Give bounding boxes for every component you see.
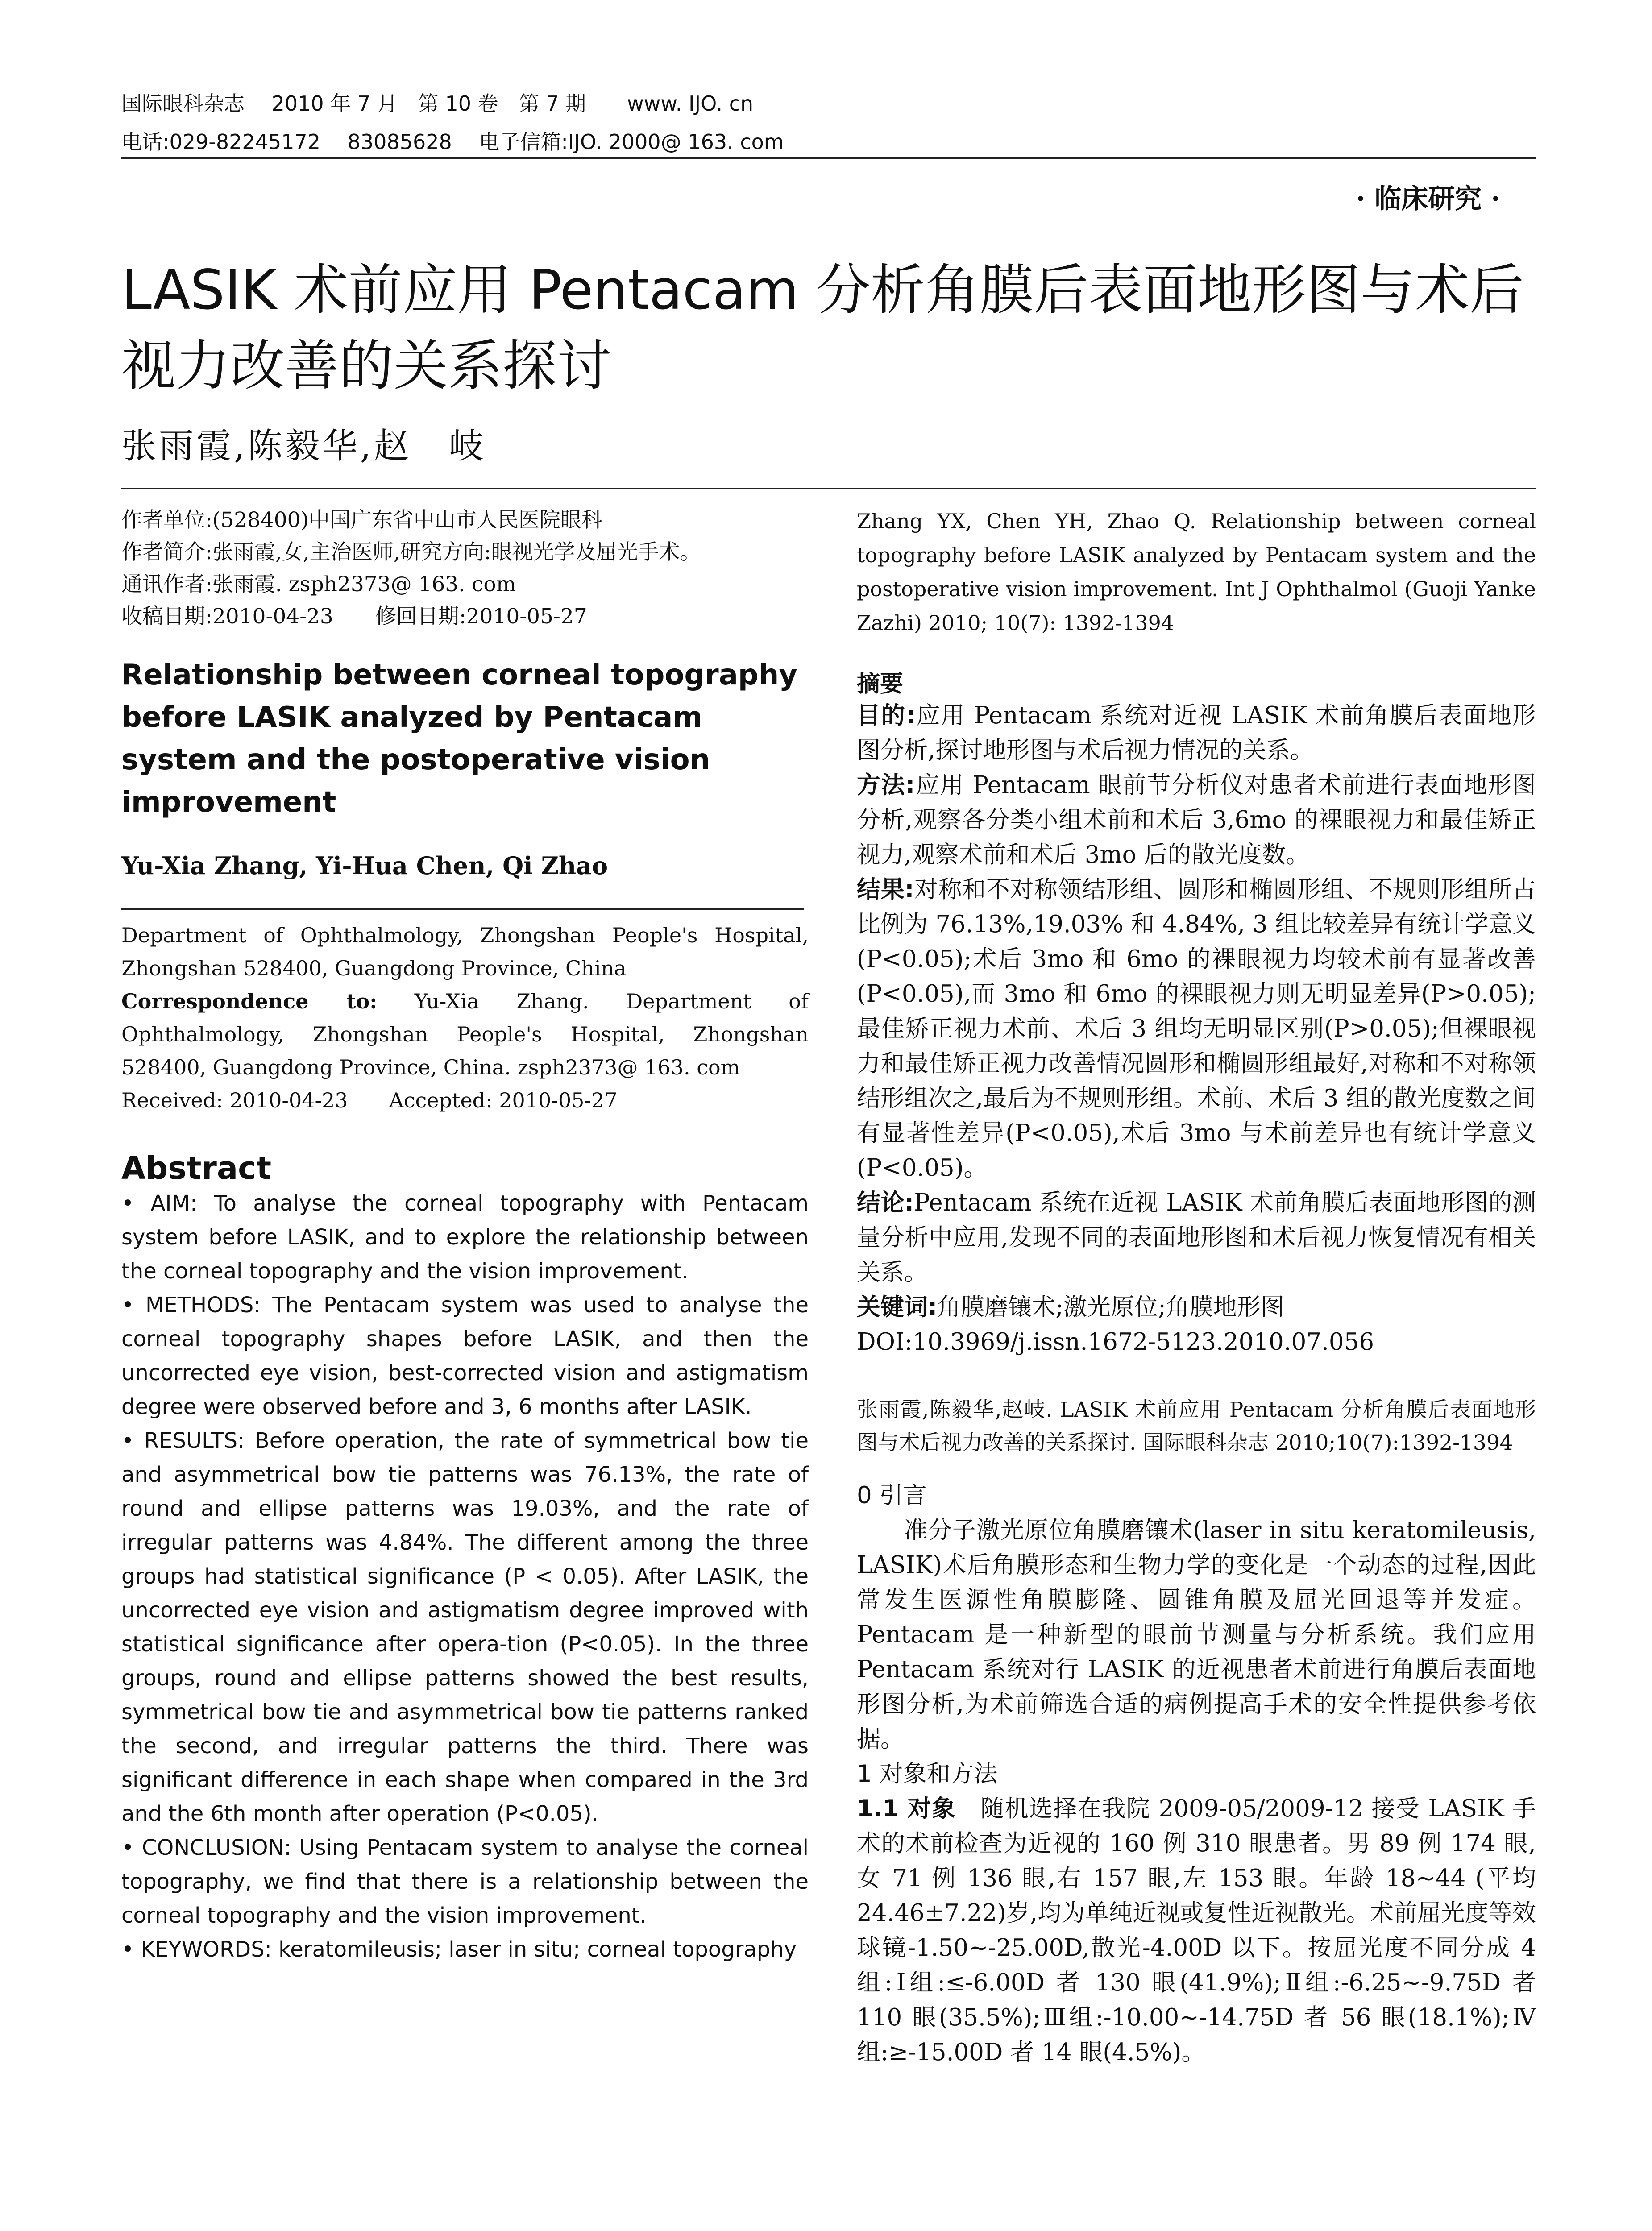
english-authors: Yu-Xia Zhang, Yi-Hua Chen, Qi Zhao [121,851,608,880]
section-heading-introduction: 0 引言 [857,1482,927,1509]
subjects-paragraph [857,1791,1536,2070]
correspondence-info [121,985,809,1084]
chinese-methods [857,768,1536,872]
results-label: 结果: [857,876,914,903]
doi: DOI:10.3969/j.issn.1672-5123.2010.07.056 [857,1328,1374,1356]
conclusion-text: Pentacam 系统在近视 LASIK 术前角膜后表面地形图的测量分析中应用,发现不同的表面地形图和术后视力恢复情况有相关关系。 [857,1189,1536,1286]
author-bio: 作者简介:张雨霞,女,主治医师,研究方向:眼视光学及屈光手术。 [121,540,701,564]
chinese-aim [857,698,1536,768]
results-text: 对称和不对称领结形组、圆形和椭圆形组、不规则形组所占比例为 76.13%,19.03% 和 4.84%, 3 组比较差异有统计学意义(P<0.05);术后 3mo 和 6mo 的裸眼视力均较术前有显著改善(P<0.05),而 3mo 和 6mo 的裸眼视力则无明显差异(P>0.05);最佳矫正视力术前、术后 3 组均无明显区别(P>0.05);但裸眼视力和最佳矫正视力改善情况圆形和椭圆形组最好,对称和不对称领结形组次之,最后为不规则形组。术前、术后 3 组的散光度数之间有显著性差异(P<0.05),术后 3mo 与术前差异也有统计学意义(P<0.05)。 [857,876,1536,1182]
chinese-conclusion [857,1186,1536,1290]
author-affiliation: 作者单位:(528400)中国广东省中山市人民医院眼科 [121,508,602,532]
abstract-results: • RESULTS: Before operation, the rate of symmetrical bow tie and asymmetrical bow tie patterns was 76.13%, the rate of round and ellipse patterns was 19.03%, and the rate of irregular patterns was 4.84%. The different among the three groups had statistical significance (P < 0.05). After LASIK, the uncorrected eye vision and astigmatism degree improved with statistical significance after opera-tion (P<0.05). In the three groups, round and ellipse patterns showed the best results, symmetrical bow tie and asymmetrical bow tie patterns ranked the second, and irregular patterns the third. There was significant difference in each shape when compared in the 3rd and the 6th month after operation (P<0.05). [121,1428,809,1826]
corresponding-author: 通讯作者:张雨霞. zsph2373@ 163. com [121,572,516,597]
received-dates: 收稿日期:2010-04-23 修回日期:2010-05-27 [121,604,587,629]
chinese-citation: 张雨霞,陈毅华,赵岐. LASIK 术前应用 Pentacam 分析角膜后表面地形图与术后视力改善的关系探讨. 国际眼科杂志 2010;10(7):1392-1394 [857,1397,1536,1455]
abstract-keywords: • KEYWORDS: keratomileusis; laser in situ; corneal topography [121,1937,797,1962]
right-column [857,504,1536,2070]
introduction-paragraph: 准分子激光原位角膜磨镶术(laser in situ keratomileusis, LASIK)术后角膜形态和生物力学的变化是一个动态的过程,因此常发生医源性角膜膨隆、圆锥角膜及屈光回退等并发症。Pentacam 是一种新型的眼前节测量与分析系统。我们应用 Pentacam 系统对行 LASIK 的近视患者术前进行角膜后表面地形图分析,为术前筛选合适的病例提高手术的安全性提供参考依据。 [857,1517,1536,1753]
author-list: 张雨霞,陈毅华,赵 岐 [121,426,486,466]
abstract-aim: • AIM: To analyse the corneal topography with Pentacam system before LASIK, and to explore the relationship between the corneal topography and the vision improvement. [121,1191,809,1284]
contact-header-line: 电话:029-82245172 83085628 电子信箱:IJO. 2000@ 163. com [121,130,784,154]
subjects-subheading: 1.1 对象 [857,1795,956,1822]
keywords-text: 角膜磨镶术;激光原位;角膜地形图 [937,1294,1284,1321]
header-rule [121,157,1536,159]
methods-text: 应用 Pentacam 眼前节分析仪对患者术前进行表面地形图分析,观察各分类小组术前和术后 3,6mo 的裸眼视力和最佳矫正视力,观察术前和术后 3mo 后的散光度数。 [857,771,1536,868]
aim-label: 目的: [857,702,916,729]
subjects-text: 随机选择在我院 2009-05/2009-12 接受 LASIK 手术的术前检查为近视的 160 例 310 眼患者。男 89 例 174 眼,女 71 例 136 眼,右 157 眼,左 153 眼。年龄 18~44 (平均 24.46±7.22)岁,均为单纯近视或复性近视散光。术前屈光度等效球镜-1.50~-25.00D,散光-4.00D 以下。按屈光度不同分成 4 组:Ⅰ组:≤-6.00D 者 130 眼(41.9%);Ⅱ组:-6.25~-9.75D 者 110 眼(35.5%);Ⅲ组:-10.00~-14.75D 者 56 眼(18.1%);Ⅳ组:≥-15.00D 者 14 眼(4.5%)。 [857,1795,1536,2066]
english-authors-rule [121,908,804,910]
conclusion-label: 结论: [857,1189,914,1216]
keywords-label: 关键词: [857,1294,938,1321]
abstract-heading: Abstract [121,1150,272,1186]
received-accepted: Received: 2010-04-23 Accepted: 2010-05-27 [121,1088,618,1112]
chinese-abstract-heading: 摘要 [857,671,904,697]
correspondence-label: Correspondence to: [121,989,378,1013]
english-title: Relationship between corneal topography before LASIK analyzed by Pentacam system and the postoperative vision improvement [121,659,797,819]
aim-text: 应用 Pentacam 系统对近视 LASIK 术前角膜后表面地形图分析,探讨地形图与术后视力情况的关系。 [857,702,1536,764]
title-rule [121,488,1536,489]
chinese-results [857,872,1536,1186]
section-tag: · 临床研究 · [1356,183,1500,215]
abstract-methods: • METHODS: The Pentacam system was used to analyse the corneal topography shapes before LASIK, and then the uncorrected eye vision, best-corrected vision and astigmatism degree were observed before and 3, 6 months after LASIK. [121,1293,809,1419]
journal-header-line: 国际眼科杂志 2010 年 7 月 第 10 卷 第 7 期 www. IJO. cn [121,91,754,116]
chinese-keywords [857,1290,1536,1325]
correspondence-text: Yu-Xia Zhang. Department of Ophthalmology, Zhongshan People's Hospital, Zhongshan 528400, Guangdong Province, China. zsph2373@ 163. com [121,989,809,1079]
english-citation: Zhang YX, Chen YH, Zhao Q. Relationship between corneal topography before LASIK analyzed by Pentacam system and the postoperative vision improvement. Int J Ophthalmol (Guoji Yanke Zazhi) 2010; 10(7): 1392-1394 [857,509,1536,635]
department-info: Department of Ophthalmology, Zhongshan People's Hospital, Zhongshan 528400, Guangdong Province, China [121,923,809,980]
abstract-conclusion: • CONCLUSION: Using Pentacam system to analyse the corneal topography, we find that there is a relationship between the corneal topography and the vision improvement. [121,1835,809,1928]
left-column [121,504,809,1966]
methods-label: 方法: [857,771,915,799]
article-title: LASIK 术前应用 Pentacam 分析角膜后表面地形图与术后视力改善的关系探讨 [121,258,1524,398]
section-heading-methods: 1 对象和方法 [857,1760,998,1787]
